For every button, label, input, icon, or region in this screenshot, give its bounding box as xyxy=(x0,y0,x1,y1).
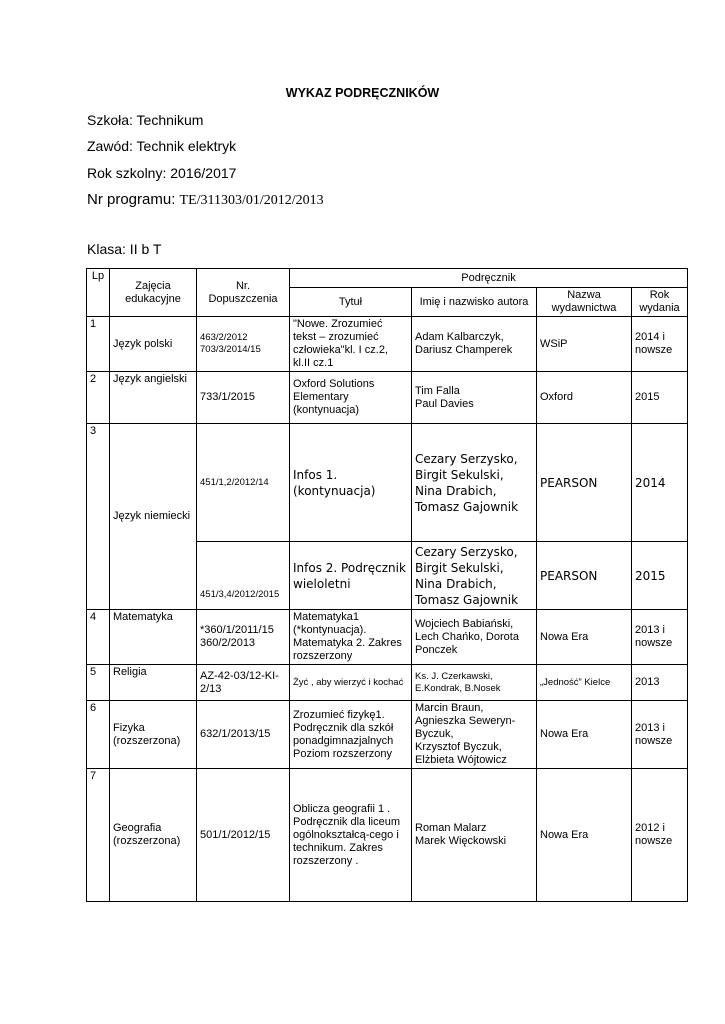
row-title: Oblicza geografii 1 . Podręcznik dla liceum ogólnokształcą-cego i technikum. Zakres rozszerzony . xyxy=(290,769,412,902)
row-year: 2015 xyxy=(632,542,688,610)
program-line xyxy=(87,191,324,209)
row-year: 2014 xyxy=(632,424,688,542)
row-approval: 451/1,2/2012/14 xyxy=(197,424,290,542)
row-title: Zrozumieć fizykę1. Podręcznik dla szkół ponadgimnazjalnych Poziom rozszerzony xyxy=(290,701,412,769)
row-author: Marcin Braun, Agnieszka Seweryn-Byczuk, Krzysztof Byczuk, Elżbieta Wójtowicz xyxy=(412,701,537,769)
row-subject: Fizyka (rozszerzona) xyxy=(110,701,197,769)
row-publisher: PEARSON xyxy=(537,542,632,610)
program-label: Nr programu: xyxy=(87,191,176,208)
header-textbook: Podręcznik xyxy=(290,269,688,288)
row-subject: Język polski xyxy=(110,317,197,372)
table-row xyxy=(87,372,688,424)
header-subject: Zajęcia edukacyjne xyxy=(110,269,197,317)
row-year: 2013 i nowsze xyxy=(632,610,688,665)
row-approval: 632/1/2013/15 xyxy=(197,701,290,769)
row-lp: 2 xyxy=(87,372,110,424)
table-row xyxy=(87,317,688,372)
row-title: "Nowe. Zrozumieć tekst – zrozumieć człowieka"kl. I cz.2, kl.II cz.1 xyxy=(290,317,412,372)
row-approval: 501/1/2012/15 xyxy=(197,769,290,902)
row-approval: 451/3,4/2012/2015 xyxy=(197,542,290,610)
row-approval: 463/2/2012 703/3/2014/15 xyxy=(197,317,290,372)
document-title: WYKAZ PODRĘCZNIKÓW xyxy=(285,86,440,100)
row-author: Cezary Serzysko, Birgit Sekulski, Nina Drabich, Tomasz Gajownik xyxy=(412,542,537,610)
row-title: Żyć , aby wierzyć i kochać xyxy=(290,665,412,701)
table-row xyxy=(87,769,688,902)
row-approval: AZ-42-03/12-KI-2/13 xyxy=(197,665,290,701)
row-subject: Język niemiecki xyxy=(110,424,197,610)
row-year: 2013 i nowsze xyxy=(632,701,688,769)
row-publisher: Nowa Era xyxy=(537,701,632,769)
row-lp: 6 xyxy=(87,701,110,769)
school-year-line: Rok szkolny: 2016/2017 xyxy=(87,165,237,181)
row-year: 2015 xyxy=(632,372,688,424)
table-row xyxy=(87,701,688,769)
profession-line: Zawód: Technik elektryk xyxy=(87,138,237,154)
row-lp: 4 xyxy=(87,610,110,665)
row-title: Infos 1. (kontynuacja) xyxy=(290,424,412,542)
row-approval: 733/1/2015 xyxy=(197,372,290,424)
row-title: Oxford Solutions Elementary (kontynuacja) xyxy=(290,372,412,424)
row-publisher: WSiP xyxy=(537,317,632,372)
header-publisher: Nazwa wydawnictwa xyxy=(537,288,632,317)
school-line: Szkoła: Technikum xyxy=(87,112,204,128)
header-approval: Nr. Dopuszczenia xyxy=(197,269,290,317)
header-author: Imię i nazwisko autora xyxy=(412,288,537,317)
row-year: 2014 i nowsze xyxy=(632,317,688,372)
program-value: TE/311303/01/2012/2013 xyxy=(179,193,324,208)
row-publisher: Oxford xyxy=(537,372,632,424)
textbook-table xyxy=(86,268,688,902)
class-line: Klasa: II b T xyxy=(87,241,162,257)
row-publisher: PEARSON xyxy=(537,424,632,542)
row-approval: *360/1/2011/15 360/2/2013 xyxy=(197,610,290,665)
row-publisher: „Jedność” Kielce xyxy=(537,665,632,701)
row-lp: 5 xyxy=(87,665,110,701)
row-title: Matematyka1 (*kontynuacja). Matematyka 2. Zakres rozszerzony xyxy=(290,610,412,665)
row-author: Tim Falla Paul Davies xyxy=(412,372,537,424)
row-author: Cezary Serzysko, Birgit Sekulski, Nina Drabich, Tomasz Gajownik xyxy=(412,424,537,542)
row-lp: 3 xyxy=(87,424,110,610)
header-year: Rok wydania xyxy=(632,288,688,317)
row-publisher: Nowa Era xyxy=(537,769,632,902)
row-author: Wojciech Babiański, Lech Chańko, Dorota Ponczek xyxy=(412,610,537,665)
header-row-1 xyxy=(87,269,688,288)
row-year: 2012 i nowsze xyxy=(632,769,688,902)
table-row xyxy=(87,424,688,542)
row-author: Roman Malarz Marek Więckowski xyxy=(412,769,537,902)
row-subject: Geografia (rozszerzona) xyxy=(110,769,197,902)
row-subject: Język angielski xyxy=(110,372,197,424)
row-lp: 1 xyxy=(87,317,110,372)
header-lp: Lp xyxy=(87,269,110,317)
table-row xyxy=(87,665,688,701)
row-subject: Religia xyxy=(110,665,197,701)
row-lp: 7 xyxy=(87,769,110,902)
row-title: Infos 2. Podręcznik wieloletni xyxy=(290,542,412,610)
row-subject: Matematyka xyxy=(110,610,197,665)
table-row xyxy=(87,610,688,665)
row-publisher: Nowa Era xyxy=(537,610,632,665)
header-title: Tytuł xyxy=(290,288,412,317)
row-author: Ks. J. Czerkawski, E.Kondrak, B.Nosek xyxy=(412,665,537,701)
row-year: 2013 xyxy=(632,665,688,701)
row-author: Adam Kalbarczyk, Dariusz Champerek xyxy=(412,317,537,372)
